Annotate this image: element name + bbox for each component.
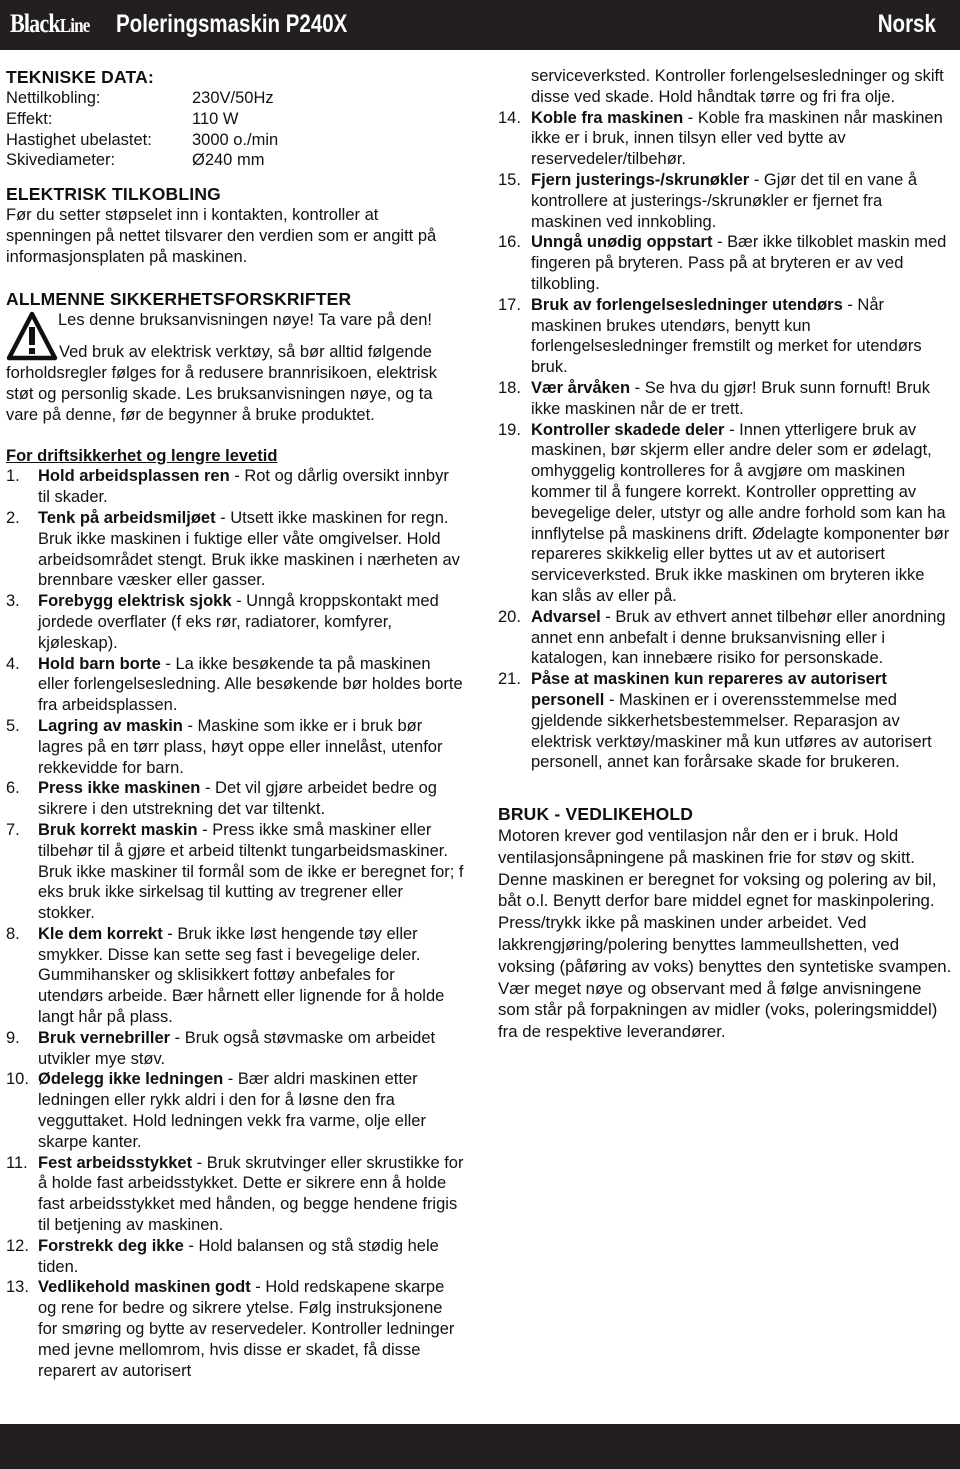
list-item (6, 591, 464, 653)
item-text (38, 1069, 464, 1152)
list-item (6, 654, 464, 716)
item-number: 7. (6, 820, 20, 839)
item-number: 15. (498, 170, 521, 189)
item-number: 6. (6, 779, 20, 798)
list-item (498, 232, 952, 294)
tech-specs (6, 88, 464, 171)
item-number: 16. (498, 233, 521, 252)
footer-bar (0, 1424, 960, 1469)
item-text (38, 778, 464, 820)
spec-label: Skivediameter: (6, 151, 116, 170)
item-body: - Bruk ikke løst hengende tøy eller smykker. Disse kan sette seg fast i bevegelige deler. Gummihansker og sklisikkert fottøy anbefales for utendørs arbeide. Bær hårnett eller lignende for å holde langt hår på plass. (38, 924, 445, 1027)
item-text (531, 607, 952, 669)
item-number: 20. (498, 607, 521, 626)
language-label: Norsk (877, 10, 936, 38)
maintenance-text: Motoren krever god ventilasjon når den er i bruk. Hold ventilasjonsåpningene på maskinen frie for støv og skitt. Denne maskinen er beregnet for voksing og polering av bil, båt o.l. Benytt derfor bare middel egnet for maskinpolering. Press/trykk ikke på maskinen under arbeidet. Ved lakkrengjøring/polering benyttes lammeullshetten, ved voksing (påføring av voks) benyttes den syntetiske svampen. Vær meget nøye og observant med å følge anvisningene som står på forpakningen av midler (voks, poleringsmiddel) fra de respektive leverandører. (498, 826, 952, 1042)
safety-warning: Ved bruk av elektrisk verktøy, så bør alltid følgende forholdsregler følges for å redusere brannrisikoen, elektrisk støt og personlig skade. Les bruksanvisningen nøye, og ta vare på denne, før de begynner å bruke produktet. (6, 343, 438, 424)
list-item (6, 466, 464, 508)
list-item (498, 420, 952, 607)
spec-row (6, 150, 464, 171)
item-title: Ødelegg ikke ledningen (38, 1070, 224, 1089)
item-text (38, 820, 464, 924)
list-item (6, 1277, 464, 1381)
item-body: - Press ikke små maskiner eller tilbehør til å gjøre et arbeid tiltenkt tungarbeidsmaskiner. Bruk ikke maskiner til formål som de ikke er beregnet for; f eks bruk ikke sirkelsag til kutting av tregrener eller stokker. (38, 820, 464, 923)
header-bar (0, 0, 960, 50)
list-item (498, 607, 952, 669)
item-text (38, 1153, 464, 1236)
item-title: Advarsel (531, 607, 601, 626)
spec-value: 230V/50Hz (192, 89, 274, 107)
safety-heading: ALLMENNE SIKKERHETSFORSKRIFTER (6, 288, 352, 309)
list-item (498, 170, 952, 232)
item-number: 9. (6, 1028, 20, 1047)
list-item (6, 924, 464, 1028)
item-title: Kle dem korrekt (38, 924, 163, 943)
item-title: Lagring av maskin (38, 716, 183, 735)
item-body: - Unngå kroppskontakt med jordede overflater (f eks rør, radiatorer, komfyrer, kjøleskap). (38, 592, 439, 652)
item-body: - Gjør det til en vane å kontrollere at justerings-/skrunøkler er fjernet fra maskinen ved innkobling. (531, 170, 918, 231)
item-body: - Bruk av ethvert annet tilbehør eller anordning annet enn anbefalt i denne bruksanvisning eller i katalogen, kan innebære risiko for personskade. (531, 607, 946, 668)
item-title: Påse at maskinen kun repareres av autorisert personell (531, 670, 887, 709)
spec-label: Effekt: (6, 109, 53, 128)
item-text (38, 654, 464, 716)
item-number: 5. (6, 716, 20, 735)
item-title: Forstrekk deg ikke (38, 1236, 184, 1255)
item-title: Bruk vernebriller (38, 1028, 171, 1047)
item-title: Fest arbeidsstykket (38, 1153, 193, 1172)
item-body: - Koble fra maskinen når maskinen ikke er i bruk, innen tilsyn eller ved bytte av reservedeler/tilbehør. (531, 108, 943, 169)
item-number: 10. (6, 1070, 29, 1089)
item-title: Hold arbeidsplassen ren (38, 467, 230, 486)
item-body: - Innen ytterligere bruk av maskinen, bør skjerm eller andre deler som er ødelagt, omhyggelig kontrolleres for å avgjøre om maskinen kommer til å fungere korrekt. Kontroller oppretting av bevegelige deler, utstyr og alle andre forhold som kan ha innflytelse på maskinens drift. Ødelagte komponenter bør repareres skikkelig eller byttes ut av et autorisert serviceverksted. Bruk ikke maskinen om bryteren ikke kan slås av eller på. (531, 420, 950, 605)
item-title: Kontroller skadede deler (531, 420, 725, 439)
item-number: 11. (6, 1153, 28, 1172)
item-text (38, 466, 464, 508)
list-item (498, 669, 952, 773)
item-body: - La ikke besøkende ta på maskinen eller forlengelsesledning. Alle besøkende bør holdes borte fra arbeidsplassen. (38, 654, 463, 715)
safety-line1: Les denne bruksanvisningen nøye! Ta vare på den! (58, 310, 432, 329)
item-title: Koble fra maskinen (531, 108, 684, 127)
left-column (6, 66, 464, 1381)
item-text (38, 591, 464, 653)
item-title: Vær årvåken (531, 378, 631, 397)
tech-heading: TEKNISKE DATA: (6, 67, 154, 87)
item-title: Bruk av forlengelsesledninger utendørs (531, 295, 843, 314)
item-text (531, 232, 952, 294)
item-text (38, 924, 464, 1028)
item-text (38, 1236, 464, 1278)
list-item (6, 1236, 464, 1278)
spec-row (6, 109, 464, 130)
item-title: Vedlikehold maskinen godt (38, 1278, 251, 1297)
item-text (38, 1028, 464, 1070)
item-text (531, 378, 952, 420)
item-body: - Når maskinen brukes utendørs, benytt kun forlengelsesledninger fremstilt og merket for utendørs bruk. (531, 295, 922, 377)
safety-subheading: For driftsikkerhet og lengre levetid (6, 446, 278, 465)
list-item (6, 508, 464, 591)
page-title: Poleringsmaskin P240X (116, 10, 348, 38)
maintenance-heading: BRUK - VEDLIKEHOLD (498, 804, 694, 825)
item-body: - Bær ikke tilkoblet maskin med fingeren på bryteren. Pass på at bryteren er av ved tilkobling. (531, 233, 947, 293)
item-body: - Utsett ikke maskinen for regn. Bruk ikke maskinen i fuktige eller våte omgivelser. Hold arbeidsområdet stengt. Bruk ikke maskinen i nærheten av brennbare væsker eller gasser. (38, 508, 460, 590)
item-body: - Bruk skrutvinger eller skrustikke for å holde fast arbeidsstykket. Dette er sikrere enn å holde fast arbeidsstykket med hånden, og begge hendene frigis til betjening av maskinen. (38, 1153, 464, 1235)
item-title: Tenk på arbeidsmiljøet (38, 508, 216, 527)
warning-block (6, 310, 464, 426)
list-item (6, 1028, 464, 1070)
item-body: - Bær aldri maskinen etter ledningen eller rykk aldri i den for å løsne den fra vegguttaket. Hold ledningen vekk fra varme, olje eller skarpe kanter. (38, 1070, 426, 1151)
item-body: - Bruk også støvmaske om arbeidet utvikler mye støv. (38, 1028, 436, 1068)
list-item (498, 295, 952, 378)
item-text (38, 1277, 464, 1381)
item-title: Bruk korrekt maskin (38, 820, 198, 839)
list-item (498, 378, 952, 420)
spec-value: Ø240 mm (192, 151, 265, 170)
item-number: 14. (498, 108, 521, 127)
item-body: - Rot og dårlig oversikt innbyr til skader. (38, 467, 449, 507)
item-text (531, 420, 952, 607)
item-body: - Se hva du gjør! Bruk sunn fornuft! Bruk ikke maskinen når de er trett. (531, 378, 930, 418)
spec-value: 110 W (192, 109, 239, 128)
item-13-continued: serviceverksted. Kontroller forlengelsesledninger og skift disse ved skade. Hold håndtak tørre og fri fra olje. (531, 67, 944, 106)
item-text (38, 508, 464, 591)
item-body: - Det vil gjøre arbeidet bedre og sikrere i den utstrekning det var tiltenkt. (38, 779, 437, 819)
list-item (6, 778, 464, 820)
electrical-heading: ELEKTRISK TILKOBLING (6, 184, 221, 205)
item-number: 4. (6, 654, 20, 673)
brand-logo (10, 9, 89, 39)
item-body: - Hold balansen og stå stødig hele tiden. (38, 1236, 439, 1276)
item-title: Press ikke maskinen (38, 779, 201, 798)
item-text (531, 170, 952, 232)
item-number: 8. (6, 924, 20, 943)
item-number: 12. (6, 1236, 29, 1255)
safety-list-right (498, 108, 952, 774)
item-number: 3. (6, 592, 20, 611)
item-title: Fjern justerings-/skrunøkler (531, 170, 750, 189)
spec-row (6, 130, 464, 151)
item-title: Unngå unødig oppstart (531, 233, 713, 252)
warning-triangle-icon (6, 310, 58, 362)
list-item (6, 1069, 464, 1152)
spec-row (6, 88, 464, 109)
item-body: - Hold redskapene skarpe og rene for bedre og sikrere ytelse. Følg instruksjonene for smøring og bytte av reservedeler. Kontroller ledninger med jevne mellomrom, hvis disse er skadet, få disse reparert av autorisert (38, 1278, 455, 1380)
list-item (6, 820, 464, 924)
item-number: 21. (498, 670, 521, 689)
list-item (498, 108, 952, 170)
list-item (6, 716, 464, 778)
item-number: 2. (6, 508, 20, 527)
item-number: 1. (6, 467, 20, 486)
item-number: 17. (498, 295, 521, 314)
brand-part-b: Line (59, 15, 90, 37)
item-number: 13. (6, 1278, 29, 1297)
item-body: - Maskine som ikke er i bruk bør lagres på en tørr plass, høyt oppe eller innelåst, utenfor rekkevidde for barn. (38, 716, 443, 777)
spec-value: 3000 o./min (192, 130, 279, 149)
item-number: 18. (498, 378, 521, 397)
list-item (6, 1153, 464, 1236)
item-title: Forebygg elektrisk sjokk (38, 592, 232, 611)
item-body: - Maskinen er i overensstemmelse med gjeldende sikkerhetsbestemmelser. Reparasjon av elektrisk verktøy/maskiner må kun utføres av autorisert personell, annet kan forårsake skade for brukeren. (531, 690, 932, 772)
item-text (531, 669, 952, 773)
brand-part-a: Black (10, 9, 60, 38)
item-text (531, 108, 952, 170)
item-text (531, 295, 952, 378)
item-text (38, 716, 464, 778)
item-number: 19. (498, 420, 521, 439)
electrical-text: Før du setter støpselet inn i kontakten, kontroller at spenningen på nettet tilsvarer den verdien som er angitt på informasjonsplaten på maskinen. (6, 206, 437, 266)
safety-list-left (6, 466, 464, 1381)
right-column (498, 66, 952, 1043)
spec-label: Hastighet ubelastet: (6, 130, 152, 149)
spec-label: Nettilkobling: (6, 89, 101, 107)
item-title: Hold barn borte (38, 654, 161, 673)
